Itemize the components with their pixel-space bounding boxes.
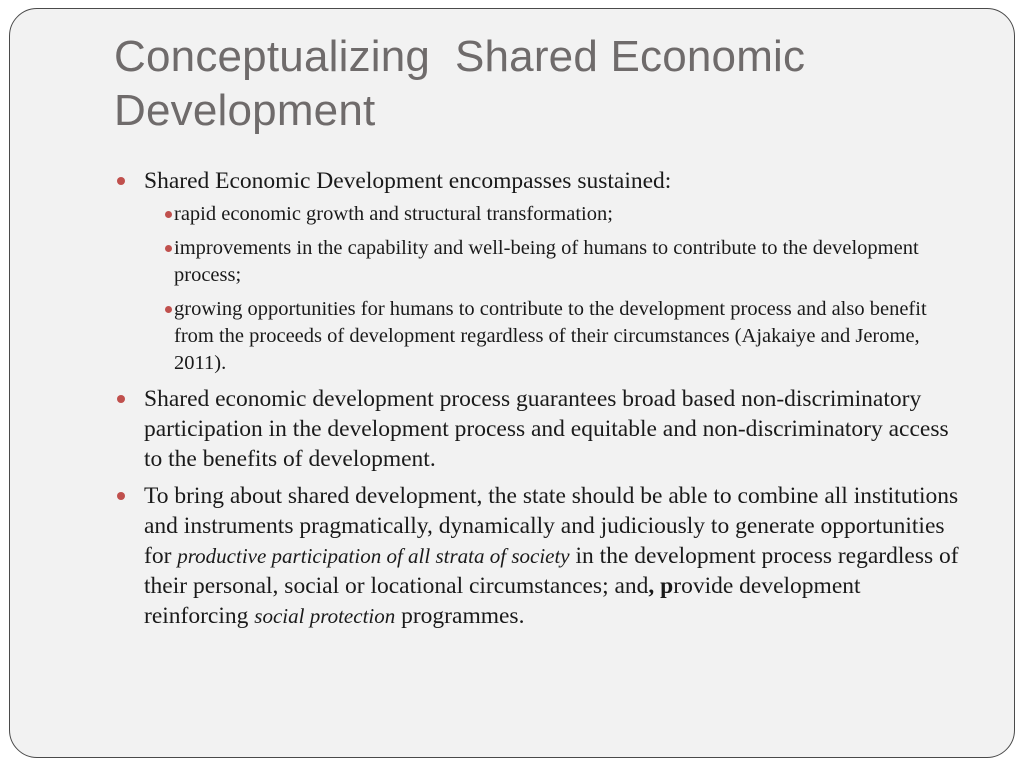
bullet-text-3-italic-1: productive participation of all strata of society [177,544,570,568]
bullet-text-3-part-3: in the development process regardless of their personal, social or locational circumstances; and [144,543,959,599]
title-line-1: Conceptualizing Shared Economic [114,32,806,81]
bullet-text-1: Shared Economic Development encompasses sustained: [144,168,672,194]
sub-bullet-dot-icon [165,306,172,313]
sub-bullet-text-1: rapid economic growth and structural transformation; [174,203,613,225]
bullet-text-3-italic-2: social protection [254,604,396,628]
sub-bullet-dot-icon [165,245,172,252]
bullet-text-3-part-7: programmes. [395,603,525,629]
bullet-text-3-bold: , p [648,573,674,599]
bullet-item-1 [117,166,967,377]
bullet-dot-icon [117,177,125,185]
sub-bullet-text-3: growing opportunities for humans to contribute to the development process and also benefit from the proceeds of development regardless of their circumstances (Ajakaiye and Jerome, 2011). [174,298,927,374]
bullet-dot-icon [117,395,125,403]
sub-bullet-item-1 [144,201,967,228]
title-line-2: Development [114,86,376,135]
sub-bullet-item-2 [144,235,967,289]
bullet-text-2: Shared economic development process guarantees broad based non-discriminatory participation in the development process and equitable and non-discriminatory access to the benefits of development. [144,386,949,472]
sub-bullet-dot-icon [165,211,172,218]
bullet-item-3 [117,481,967,631]
slide-body [117,166,967,638]
sub-bullet-item-3 [144,296,967,377]
sub-bullet-list [144,201,967,377]
bullet-text-3-part-1: To bring about shared development, the state should be able to combine all institutions and instruments pragmatically, dynamically and judiciously to generate opportunities for [144,483,959,569]
bullet-dot-icon [117,492,125,500]
bullet-text-3-part-5: rovide development reinforcing [144,573,861,629]
bullet-list [117,166,967,631]
slide-title [114,30,974,138]
sub-bullet-text-2: improvements in the capability and well-being of humans to contribute to the development process; [174,237,919,286]
bullet-item-2 [117,384,967,474]
